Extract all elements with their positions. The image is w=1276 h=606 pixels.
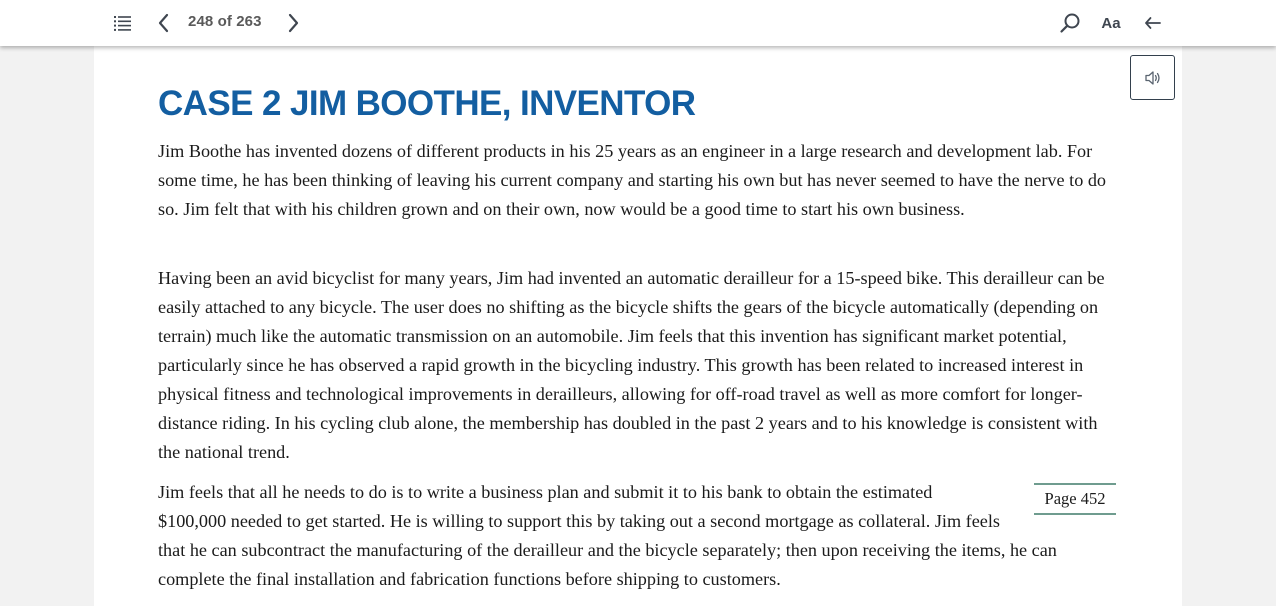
reader-toolbar xyxy=(0,0,1276,46)
table-of-contents-button[interactable] xyxy=(110,10,136,36)
back-arrow-icon xyxy=(1144,15,1162,31)
page-counter: 248 of 263 xyxy=(188,13,262,30)
search-icon xyxy=(1059,12,1081,34)
previous-page-button[interactable] xyxy=(152,10,176,36)
back-button[interactable] xyxy=(1140,10,1166,36)
read-aloud-button[interactable] xyxy=(1130,55,1175,100)
paragraph-1: Jim Boothe has invented dozens of different products in his 25 years as an engineer in a large research and development lab. For some time, he has been thinking of leaving his current company and starting his own but has never seemed to have the nerve to do so. Jim felt that with his children grown and on their own, now would be a good time to start his own business. xyxy=(158,141,1107,219)
chevron-right-icon xyxy=(286,13,300,33)
text-size-button[interactable]: Aa xyxy=(1101,14,1121,32)
search-button[interactable] xyxy=(1056,9,1084,37)
next-page-button[interactable] xyxy=(281,10,305,36)
page-marker: Page 452 xyxy=(1034,483,1116,515)
chevron-left-icon xyxy=(157,13,171,33)
paragraph-2: Having been an avid bicyclist for many years, Jim had invented an automatic derailleur for a 15-speed bike. This derailleur can be easily attached to any bicycle. The user does no shifting as the bicycle shifts the gears of the bicycle automatically (depending on terrain) much like the automatic transmission on an automobile. Jim feels that this invention has significant market potential, particularly since he has observed a rapid growth in the bicycling industry. This growth has been related to increased interest in physical fitness and technological improvements in derailleurs, allowing for off-road travel as well as more comfort for longer-distance riding. In his cycling club alone, the membership has doubled in the past 2 years and to his knowledge is consistent with the national trend. xyxy=(158,268,1105,462)
paragraph-3-block xyxy=(158,478,1120,594)
paragraph-3: Jim feels that all he needs to do is to write a business plan and submit it to his bank to obtain the estimated $100,000 needed to get started. He is willing to support this by taking out a second mortgage as collateral. Jim feels that he can subcontract the manufacturing of the derailleur and the bicycle separately; then upon receiving the items, he can complete the final installation and fabrication functions before shipping to customers. xyxy=(158,482,1057,589)
speaker-icon xyxy=(1144,70,1162,86)
case-title: CASE 2 JIM BOOTHE, INVENTOR xyxy=(158,84,696,123)
list-icon xyxy=(113,15,133,31)
